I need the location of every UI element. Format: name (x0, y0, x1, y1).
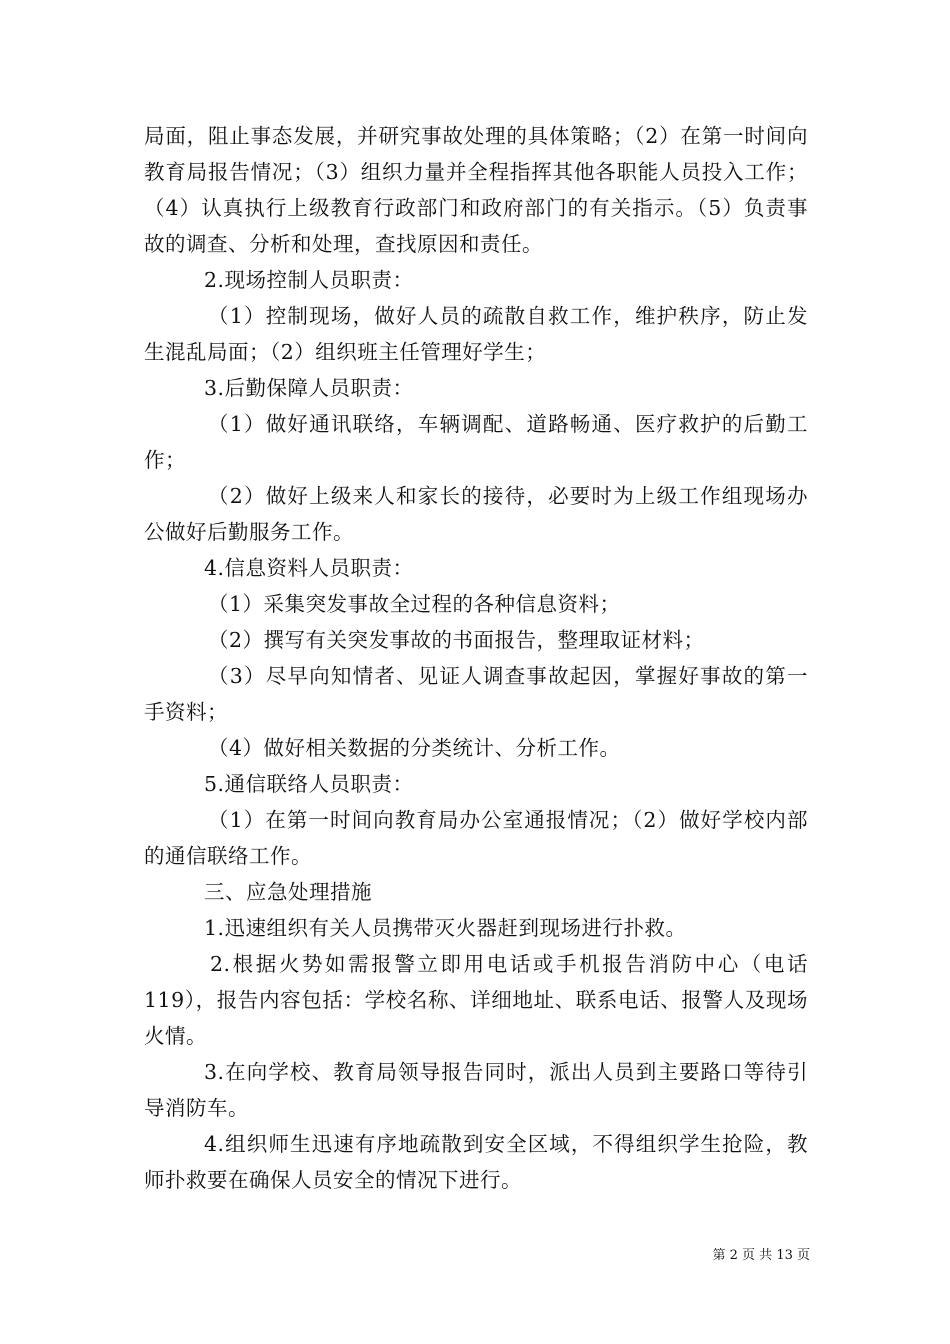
paragraph-leader-duties-continued: 局面，阻止事态发展，并研究事故处理的具体策略；（2）在第一时间向教育局报告情况；（3）组织力量并全程指挥其他各职能人员投入工作；（4）认真执行上级教育行政部门和政府部门的有关指示。（5）负责事故的调查、分析和处理，查找原因和责任。 (144, 124, 808, 256)
paragraph-logistics-item-2: （2）做好上级来人和家长的接待，必要时为上级工作组现场办公做好后勤服务工作。 (144, 484, 808, 544)
paragraph-site-control-items: （1）控制现场，做好人员的疏散自救工作，维护秩序，防止发生混乱局面；（2）组织班主任管理好学生； (144, 304, 808, 364)
heading-information-duties: 4.信息资料人员职责： (204, 556, 414, 580)
paragraph-measure-2: 2.根据火势如需报警立即用电话或手机报告消防中心（电话119），报告内容包括：学校名称、详细地址、联系电话、报警人及现场火情。 (144, 952, 808, 1048)
paragraph-information-item-1: （1）采集突发事故全过程的各种信息资料； (208, 592, 621, 616)
paragraph-measure-1: 1.迅速组织有关人员携带灭火器赶到现场进行扑救。 (204, 916, 687, 940)
paragraph-information-item-3: （3）尽早向知情者、见证人调查事故起因，掌握好事故的第一手资料； (144, 664, 808, 724)
page-number-footer: 第 2 页 共 13 页 (712, 1248, 810, 1263)
document-body (144, 118, 808, 1198)
heading-logistics-duties: 3.后勤保障人员职责： (204, 376, 414, 400)
paragraph-information-item-4: （4）做好相关数据的分类统计、分析工作。 (208, 736, 621, 760)
heading-communication-duties: 5.通信联络人员职责： (204, 772, 414, 796)
paragraph-measure-4: 4.组织师生迅速有序地疏散到安全区域，不得组织学生抢险，教师扑救要在确保人员安全的情况下进行。 (144, 1132, 808, 1192)
paragraph-information-item-2: （2）撰写有关突发事故的书面报告，整理取证材料； (208, 628, 705, 652)
paragraph-measure-3: 3.在向学校、教育局领导报告同时，派出人员到主要路口等待引导消防车。 (144, 1060, 808, 1120)
section-heading-emergency-measures: 三、应急处理措施 (204, 880, 372, 904)
paragraph-communication-items: （1）在第一时间向教育局办公室通报情况；（2）做好学校内部的通信联络工作。 (144, 808, 808, 868)
heading-site-control-duties: 2.现场控制人员职责： (204, 268, 414, 292)
paragraph-logistics-item-1: （1）做好通讯联络，车辆调配、道路畅通、医疗救护的后勤工作； (144, 412, 808, 472)
